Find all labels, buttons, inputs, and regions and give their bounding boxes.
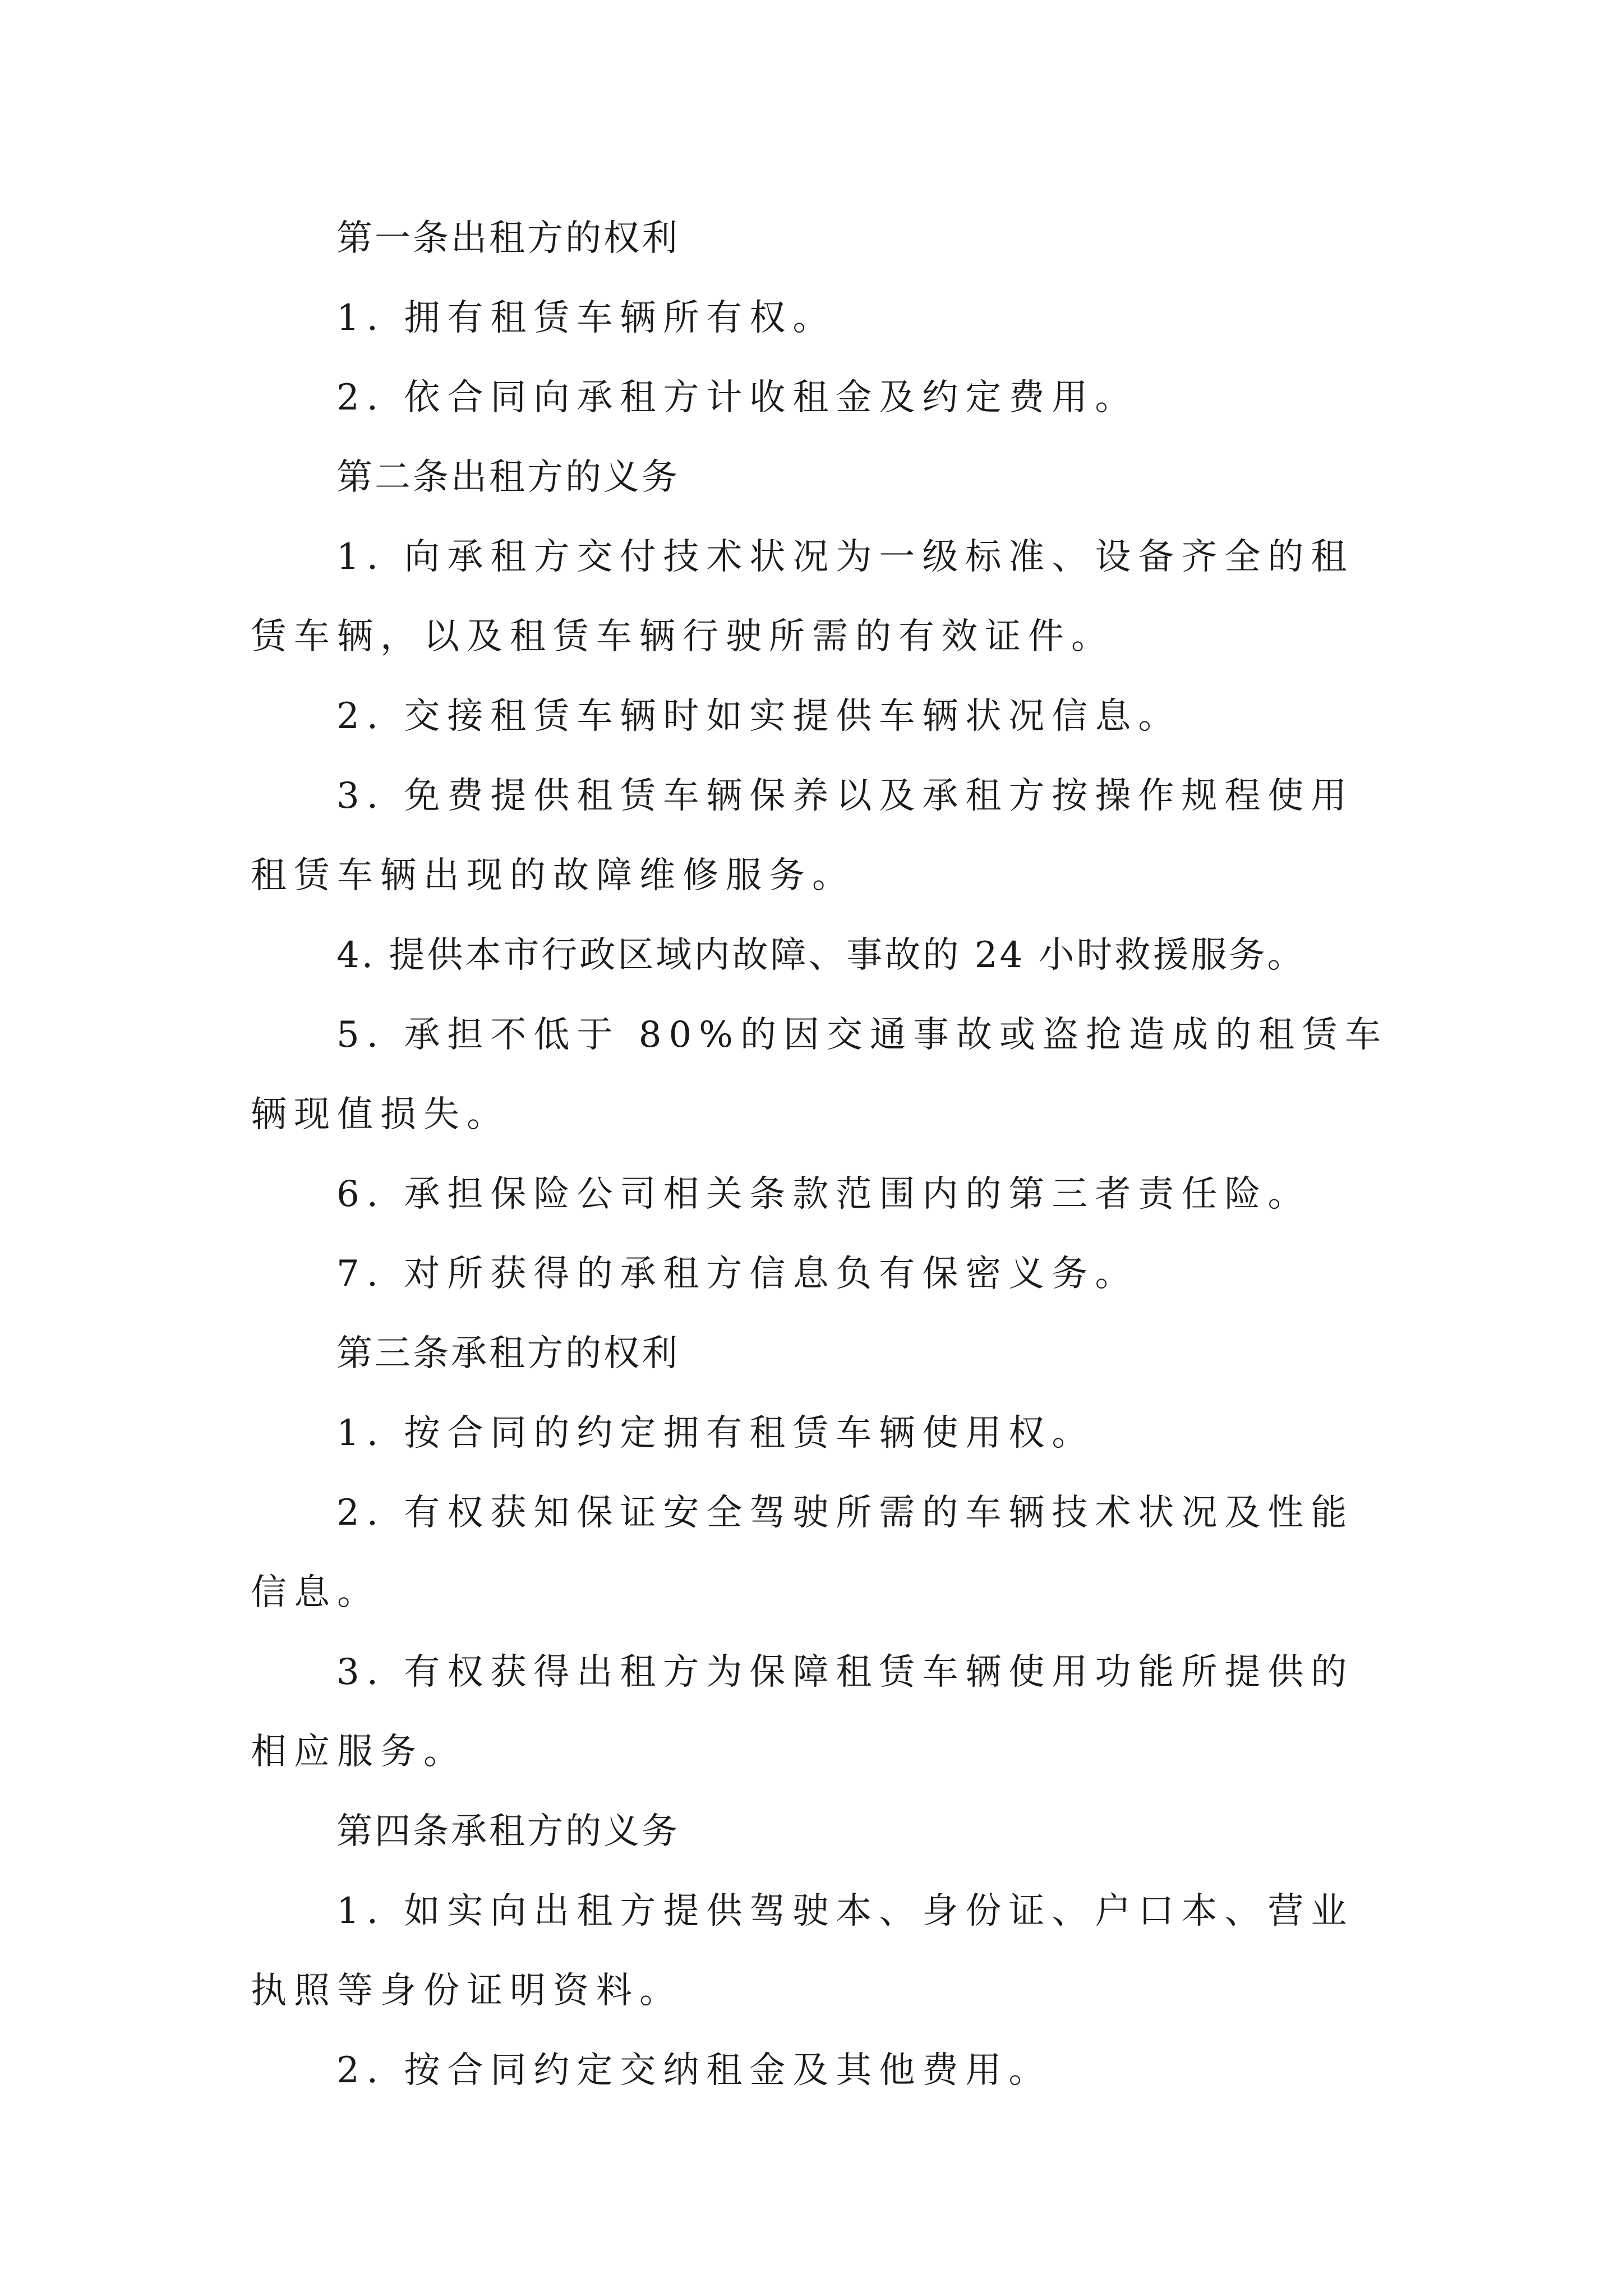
clause-text: 2. 交接租赁车辆时如实提供车辆状况信息。 <box>336 696 1182 737</box>
article-heading: 第一条出租方的权利 <box>336 218 680 259</box>
clause-text: 7. 对所获得的承租方信息负有保密义务。 <box>336 1253 1138 1295</box>
article-heading: 第二条出租方的义务 <box>336 457 680 498</box>
article-heading: 第四条承租方的义务 <box>336 1811 680 1852</box>
clause-text: 1. 拥有租赁车辆所有权。 <box>336 297 836 339</box>
clause-text: 赁车辆，以及租赁车辆行驶所需的有效证件。 <box>251 616 1114 657</box>
article-heading: 第三条承租方的权利 <box>336 1333 680 1374</box>
clause-text: 执照等身份证明资料。 <box>251 1970 683 2012</box>
clause-text: 1. 如实向出租方提供驾驶本、身份证、户口本、营业 <box>336 1890 1354 1932</box>
clause-text: 4. 提供本市行政区域内故障、事故的 24 小时救援服务。 <box>336 935 1306 976</box>
clause-text: 2. 有权获知保证安全驾驶所需的车辆技术状况及性能 <box>336 1492 1354 1534</box>
clause-text: 1. 向承租方交付技术状况为一级标准、设备齐全的租 <box>336 536 1354 578</box>
clause-text: 6. 承担保险公司相关条款范围内的第三者责任险。 <box>336 1174 1311 1215</box>
clause-text: 2. 按合同约定交纳租金及其他费用。 <box>336 2050 1052 2091</box>
clause-text: 1. 按合同的约定拥有租赁车辆使用权。 <box>336 1412 1095 1454</box>
clause-text: 3. 免费提供租赁车辆保养以及承租方按操作规程使用 <box>336 775 1354 817</box>
clause-text: 辆现值损失。 <box>251 1094 510 1135</box>
clause-text: 3. 有权获得出租方为保障租赁车辆使用功能所提供的 <box>336 1651 1354 1693</box>
clause-text: 信息。 <box>251 1572 380 1613</box>
clause-text: 2. 依合同向承租方计收租金及约定费用。 <box>336 377 1138 418</box>
clause-text: 5. 承担不低于 80%的因交通事故或盗抢造成的租赁车 <box>336 1014 1388 1056</box>
clause-text: 租赁车辆出现的故障维修服务。 <box>251 855 855 896</box>
clause-text: 相应服务。 <box>251 1731 467 1773</box>
